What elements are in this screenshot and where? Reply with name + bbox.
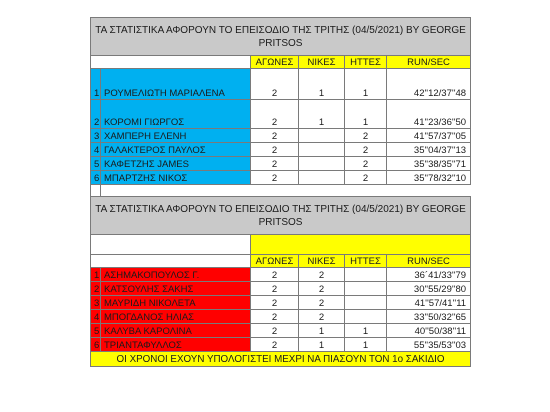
wins-cell: 1	[299, 100, 345, 129]
time-cell: 36´41/33''79	[387, 268, 471, 282]
table-row	[91, 171, 471, 185]
wins-cell: 2	[299, 310, 345, 324]
losses-cell	[345, 310, 387, 324]
time-cell: 55''35/53''03	[387, 338, 471, 352]
table-row	[91, 282, 471, 296]
games-cell: 2	[251, 282, 299, 296]
header-run-sec: RUN/SEC	[387, 56, 471, 69]
losses-cell: 2	[345, 143, 387, 157]
losses-cell: 2	[345, 129, 387, 143]
player-name: ΑΣΗΜΑΚΟΠΟΥΛΟΣ Γ.	[101, 268, 251, 282]
time-cell: 42''12/37''48	[387, 69, 471, 100]
player-name: ΓΑΛΑΚΤΕΡΟΣ ΠΑΥΛΟΣ	[101, 143, 251, 157]
player-name: ΚΑΦΕΤΖΗΣ JAMES	[101, 157, 251, 171]
time-cell: 41''57/41''11	[387, 296, 471, 310]
losses-cell: 2	[345, 157, 387, 171]
time-cell: 41''23/36''50	[387, 100, 471, 129]
spacer-row	[91, 185, 471, 197]
time-cell: 33''50/32''65	[387, 310, 471, 324]
header-run-sec: RUN/SEC	[387, 255, 471, 268]
games-cell: 2	[251, 296, 299, 310]
footer-note: ΟΙ ΧΡΟΝΟΙ ΕΧΟΥΝ ΥΠΟΛΟΓΙΣΤΕΙ ΜΕΧΡΙ ΝΑ ΠΙΑΣΟΥΝ ΤΟΝ 1ο ΣΑΚΙΔΙΟ	[91, 352, 471, 367]
losses-cell: 1	[345, 324, 387, 338]
row-number: 2	[91, 100, 101, 129]
losses-cell	[345, 296, 387, 310]
table2-blank-row	[91, 235, 471, 255]
player-name: ΡΟΥΜΕΛΙΩΤΗ ΜΑΡΙΑΛΕΝΑ	[101, 69, 251, 100]
table-row	[91, 310, 471, 324]
wins-cell: 2	[299, 296, 345, 310]
games-cell: 2	[251, 310, 299, 324]
header-blank	[91, 255, 251, 268]
row-number: 1	[91, 69, 101, 100]
time-cell: 35''04/37''13	[387, 143, 471, 157]
blank-yellow-cell	[251, 235, 471, 255]
games-cell: 2	[251, 129, 299, 143]
spacer-cell	[101, 185, 471, 197]
blank-cell	[91, 235, 251, 255]
header-blank	[91, 56, 251, 69]
wins-cell: 2	[299, 268, 345, 282]
games-cell: 2	[251, 157, 299, 171]
losses-cell: 1	[345, 338, 387, 352]
row-number: 4	[91, 143, 101, 157]
row-number: 6	[91, 338, 101, 352]
table1-title: ΤΑ ΣΤΑΤΙΣΤΙΚΑ ΑΦΟΡΟΥΝ ΤΟ ΕΠΕΙΣΟΔΙΟ ΤΗΣ ΤΡΙΤΗΣ (04/5/2021) BY GEORGE PRITSOS	[91, 18, 471, 56]
time-cell: 30''55/29''80	[387, 282, 471, 296]
losses-cell	[345, 282, 387, 296]
spreadsheet	[90, 17, 470, 367]
row-number: 1	[91, 268, 101, 282]
wins-cell	[299, 143, 345, 157]
player-name: ΤΡΙΑΝΤΑΦΥΛΛΟΣ	[101, 338, 251, 352]
losses-cell	[345, 268, 387, 282]
table-row	[91, 157, 471, 171]
header-games: ΑΓΩΝΕΣ	[251, 255, 299, 268]
table-row	[91, 324, 471, 338]
table-row	[91, 129, 471, 143]
header-wins: ΝΙΚΕΣ	[299, 56, 345, 69]
table2-title: ΤΑ ΣΤΑΤΙΣΤΙΚΑ ΑΦΟΡΟΥΝ ΤΟ ΕΠΕΙΣΟΔΙΟ ΤΗΣ ΤΡΙΤΗΣ (04/5/2021) BY GEORGE PRITSOS	[91, 197, 471, 235]
time-cell: 35''38/35''71	[387, 157, 471, 171]
wins-cell	[299, 129, 345, 143]
row-number: 4	[91, 310, 101, 324]
wins-cell	[299, 157, 345, 171]
wins-cell: 2	[299, 282, 345, 296]
losses-cell: 1	[345, 69, 387, 100]
table-row	[91, 69, 471, 100]
row-number: 5	[91, 324, 101, 338]
table-row	[91, 268, 471, 282]
time-cell: 40''50/38''11	[387, 324, 471, 338]
table-row	[91, 338, 471, 352]
table-row	[91, 100, 471, 129]
player-name: ΧΑΜΠΕΡΗ ΕΛΕΝΗ	[101, 129, 251, 143]
spacer-cell	[91, 185, 101, 197]
player-name: ΜΠΑΡΤΖΗΣ ΝΙΚΟΣ	[101, 171, 251, 185]
footer-row	[91, 352, 471, 367]
games-cell: 2	[251, 268, 299, 282]
player-name: ΚΑΛΥΒΑ ΚΑΡΟΛΙΝΑ	[101, 324, 251, 338]
row-number: 2	[91, 282, 101, 296]
table2-title-row	[91, 197, 471, 235]
wins-cell: 1	[299, 338, 345, 352]
losses-cell: 1	[345, 100, 387, 129]
stats-table	[90, 17, 471, 367]
header-losses: ΗΤΤΕΣ	[345, 56, 387, 69]
player-name: ΜΠΟΓΔΑΝΟΣ ΗΛΙΑΣ	[101, 310, 251, 324]
games-cell: 2	[251, 171, 299, 185]
row-number: 3	[91, 129, 101, 143]
header-games: ΑΓΩΝΕΣ	[251, 56, 299, 69]
player-name: ΚΑΤΣΟΥΛΗΣ ΣΑΚΗΣ	[101, 282, 251, 296]
row-number: 6	[91, 171, 101, 185]
table2-header-row	[91, 255, 471, 268]
time-cell: 41''57/37''05	[387, 129, 471, 143]
table-row	[91, 296, 471, 310]
time-cell: 35''78/32''10	[387, 171, 471, 185]
games-cell: 2	[251, 324, 299, 338]
games-cell: 2	[251, 100, 299, 129]
wins-cell	[299, 171, 345, 185]
player-name: ΚΟΡΟΜΙ ΓΙΩΡΓΟΣ	[101, 100, 251, 129]
games-cell: 2	[251, 338, 299, 352]
losses-cell: 2	[345, 171, 387, 185]
games-cell: 2	[251, 69, 299, 100]
row-number: 3	[91, 296, 101, 310]
table1-title-row	[91, 18, 471, 56]
header-wins: ΝΙΚΕΣ	[299, 255, 345, 268]
header-losses: ΗΤΤΕΣ	[345, 255, 387, 268]
player-name: ΜΑΥΡΙΔΗ ΝΙΚΟΛΕΤΑ	[101, 296, 251, 310]
games-cell: 2	[251, 143, 299, 157]
table-row	[91, 143, 471, 157]
row-number: 5	[91, 157, 101, 171]
table1-header-row	[91, 56, 471, 69]
wins-cell: 1	[299, 69, 345, 100]
wins-cell: 1	[299, 324, 345, 338]
